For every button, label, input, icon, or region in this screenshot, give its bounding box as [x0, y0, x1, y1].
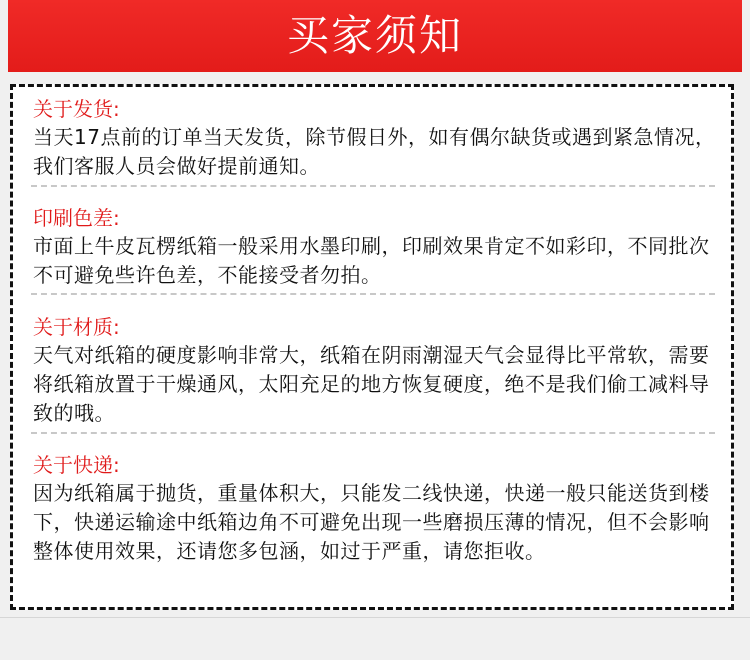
header-banner: [8, 0, 742, 72]
section-label: 关于材质:: [33, 315, 120, 339]
section-text: 当天17点前的订单当天发货，除节假日外，如有偶尔缺货或遇到紧急情况，我们客服人员会做好提前通知。: [33, 125, 716, 178]
section-text: 天气对纸箱的硬度影响非常大，纸箱在阴雨潮湿天气会显得比平常软，需要将纸箱放置于干燥通风，太阳充足的地方恢复硬度，绝不是我们偷工减料导致的哦。: [33, 343, 710, 425]
section-print-color: [33, 206, 723, 290]
section-divider: [31, 293, 715, 295]
page-title: 买家须知: [286, 11, 463, 60]
section-divider: [31, 185, 715, 187]
section-material: [33, 315, 723, 428]
section-divider: [31, 432, 715, 434]
bottom-divider: [0, 617, 750, 618]
section-label: 印刷色差:: [33, 206, 120, 230]
section-label: 关于快递:: [33, 453, 120, 477]
section-label: 关于发货:: [33, 97, 120, 121]
section-shipping: [33, 97, 723, 181]
section-delivery: [33, 453, 723, 566]
section-text: 因为纸箱属于抛货，重量体积大，只能发二线快递，快递一般只能送货到楼下，快递运输途中纸箱边角不可避免出现一些磨损压薄的情况，但不会影响整体使用效果，还请您多包涵，如过于严重，请您拒收。: [33, 481, 710, 563]
notice-card: [10, 84, 734, 610]
section-text: 市面上牛皮瓦楞纸箱一般采用水墨印刷，印刷效果肯定不如彩印，不同批次不可避免些许色差，不能接受者勿拍。: [33, 234, 710, 287]
